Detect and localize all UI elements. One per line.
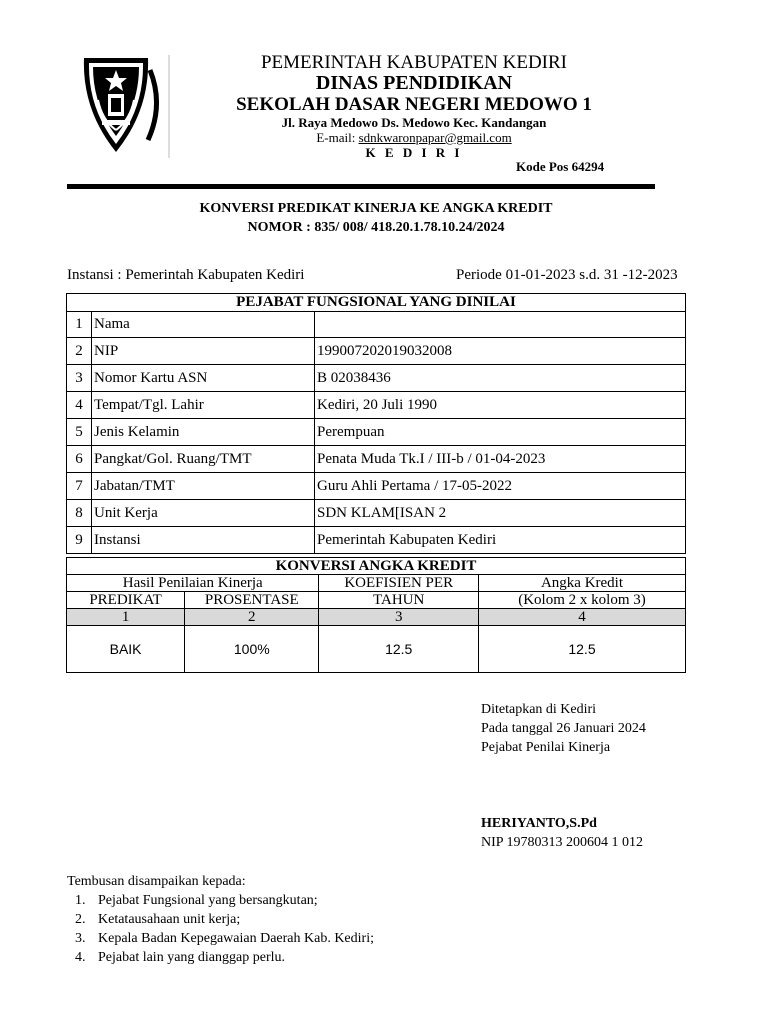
signer-name: HERIYANTO,S.Pd bbox=[481, 816, 597, 831]
list-number: 1. bbox=[75, 893, 86, 908]
table-row bbox=[67, 419, 686, 446]
table-row bbox=[67, 392, 686, 419]
row-label: Jenis Kelamin bbox=[92, 419, 315, 446]
list-item bbox=[75, 893, 318, 909]
predikat-header: PREDIKAT bbox=[67, 592, 185, 609]
document-title: KONVERSI PREDIKAT KINERJA KE ANGKA KREDIT bbox=[199, 201, 553, 216]
list-text: Ketatausahaan unit kerja; bbox=[98, 912, 241, 927]
list-number: 3. bbox=[75, 931, 86, 946]
kediri-regency-crest-icon bbox=[78, 50, 170, 160]
email-label: E-mail: bbox=[316, 130, 359, 145]
list-number: 4. bbox=[75, 950, 86, 965]
row-value: Perempuan bbox=[315, 419, 686, 446]
row-number: 4 bbox=[67, 392, 92, 419]
row-label: NIP bbox=[92, 338, 315, 365]
table-row bbox=[67, 365, 686, 392]
header-government: PEMERINTAH KABUPATEN KEDIRI bbox=[260, 52, 567, 73]
table-row bbox=[67, 312, 686, 338]
list-number: 2. bbox=[75, 912, 86, 927]
table-row bbox=[67, 446, 686, 473]
hasil-header: Hasil Penilaian Kinerja bbox=[67, 575, 319, 592]
prosentase-header: PROSENTASE bbox=[185, 592, 319, 609]
row-value: 199007202019032008 bbox=[315, 338, 686, 365]
formula-header: (Kolom 2 x kolom 3) bbox=[478, 592, 685, 609]
signature-role: Pejabat Penilai Kinerja bbox=[481, 740, 611, 755]
prosentase-value: 100% bbox=[185, 626, 319, 673]
row-value: SDN KLAM[ISAN 2 bbox=[315, 500, 686, 527]
column-number: 1 bbox=[67, 609, 185, 626]
table-row bbox=[67, 500, 686, 527]
row-number: 7 bbox=[67, 473, 92, 500]
header-address: Jl. Raya Medowo Ds. Medowo Kec. Kandangan bbox=[281, 115, 547, 130]
list-item bbox=[75, 931, 374, 947]
row-label: Tempat/Tgl. Lahir bbox=[92, 392, 315, 419]
column-number: 4 bbox=[478, 609, 685, 626]
row-number: 1 bbox=[67, 312, 92, 338]
signer-nip: NIP 19780313 200604 1 012 bbox=[481, 835, 644, 850]
koefisien-value: 12.5 bbox=[319, 626, 479, 673]
row-number: 3 bbox=[67, 365, 92, 392]
row-number: 5 bbox=[67, 419, 92, 446]
email-link[interactable]: sdnkwaronpapar@gmail.com bbox=[358, 130, 512, 145]
header-department: DINAS PENDIDIKAN bbox=[315, 72, 513, 94]
row-label: Instansi bbox=[92, 527, 315, 554]
koefisien-header: KOEFISIEN PER bbox=[319, 575, 479, 592]
header-school: SEKOLAH DASAR NEGERI MEDOWO 1 bbox=[236, 94, 592, 115]
tembusan-heading: Tembusan disampaikan kepada: bbox=[67, 874, 246, 889]
table-row bbox=[67, 473, 686, 500]
row-label: Nama bbox=[92, 312, 315, 338]
row-label: Nomor Kartu ASN bbox=[92, 365, 315, 392]
table-row bbox=[67, 338, 686, 365]
column-number: 2 bbox=[185, 609, 319, 626]
periode-line: Periode 01-01-2023 s.d. 31 -12-2023 bbox=[456, 267, 678, 283]
row-value: Kediri, 20 Juli 1990 bbox=[315, 392, 686, 419]
row-label: Jabatan/TMT bbox=[92, 473, 315, 500]
list-item bbox=[75, 912, 240, 928]
row-number: 6 bbox=[67, 446, 92, 473]
list-text: Kepala Badan Kepegawaian Daerah Kab. Kediri; bbox=[98, 931, 374, 946]
angka-kredit-value: 12.5 bbox=[478, 626, 685, 673]
pejabat-table bbox=[66, 293, 686, 554]
row-number: 2 bbox=[67, 338, 92, 365]
konversi-heading: KONVERSI ANGKA KREDIT bbox=[67, 558, 686, 575]
row-label: Unit Kerja bbox=[92, 500, 315, 527]
instansi-line: Instansi : Pemerintah Kabupaten Kediri bbox=[67, 267, 305, 283]
signature-date: Pada tanggal 26 Januari 2024 bbox=[481, 721, 646, 736]
tahun-header: TAHUN bbox=[319, 592, 479, 609]
signature-place: Ditetapkan di Kediri bbox=[481, 702, 597, 717]
list-item bbox=[75, 950, 285, 966]
header-divider bbox=[67, 184, 655, 189]
konversi-table bbox=[66, 557, 686, 673]
row-label: Pangkat/Gol. Ruang/TMT bbox=[92, 446, 315, 473]
row-number: 9 bbox=[67, 527, 92, 554]
predikat-value: BAIK bbox=[67, 626, 185, 673]
header-postal-code: Kode Pos 64294 bbox=[516, 159, 605, 174]
column-number: 3 bbox=[319, 609, 479, 626]
row-value: Pemerintah Kabupaten Kediri bbox=[315, 527, 686, 554]
row-value: B 02038436 bbox=[315, 365, 686, 392]
document-number: NOMOR : 835/ 008/ 418.20.1.78.10.24/2024 bbox=[247, 220, 505, 235]
table-row bbox=[67, 626, 686, 673]
table-row bbox=[67, 527, 686, 554]
row-number: 8 bbox=[67, 500, 92, 527]
list-text: Pejabat Fungsional yang bersangkutan; bbox=[98, 893, 318, 908]
list-text: Pejabat lain yang dianggap perlu. bbox=[98, 950, 285, 965]
header-email bbox=[170, 130, 658, 146]
pejabat-heading: PEJABAT FUNGSIONAL YANG DINILAI bbox=[67, 294, 686, 312]
angka-kredit-header: Angka Kredit bbox=[478, 575, 685, 592]
row-value bbox=[315, 312, 686, 338]
row-value: Penata Muda Tk.I / III-b / 01-04-2023 bbox=[315, 446, 686, 473]
column-number-row bbox=[67, 609, 686, 626]
row-value: Guru Ahli Pertama / 17-05-2022 bbox=[315, 473, 686, 500]
header-city: K E D I R I bbox=[365, 145, 463, 160]
